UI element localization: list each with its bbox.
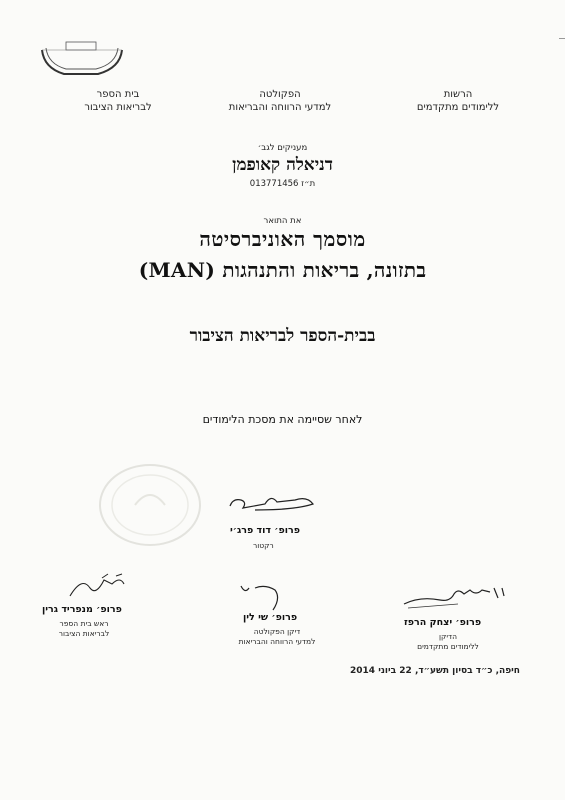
authority-dean-role-line2: ללימודים מתקדמים: [417, 642, 479, 651]
school-line: בבית-הספר לבריאות הציבור: [189, 326, 376, 346]
school-head-role-line1: ראש בית הספר: [59, 619, 109, 628]
university-seal-logo: [36, 28, 126, 78]
header-authority-line1: הרשות: [443, 89, 473, 100]
id-line: [0, 179, 565, 189]
header-faculty-line1: הפקולטה: [259, 89, 301, 100]
faculty-dean-role-line1: דיקן הפקולטה: [253, 627, 301, 636]
faculty-dean-role-line2: למדעי הרווחה והבריאות: [238, 637, 316, 646]
faculty-dean-signature: [235, 580, 295, 612]
header-faculty-line2: למדעי הרווחה והבריאות: [228, 102, 332, 113]
authority-dean-role-line1: הדיקן: [438, 632, 458, 641]
header-faculty: [205, 88, 355, 114]
school-head-signature: [62, 570, 132, 600]
completion-line: לאחר שסיימה את מסכת הלימודים: [202, 413, 363, 426]
header-authority-line2: ללימודים מתקדמים: [416, 102, 500, 113]
recipient-name: דניאלה קאופמן: [232, 155, 333, 175]
title-intro: את התואר: [263, 216, 302, 226]
corner-mark: [559, 38, 565, 45]
id-label: ת״ז: [301, 179, 316, 189]
school-head-role: [44, 619, 124, 639]
school-head-name: פרופ׳ מנפריד גרין: [42, 604, 122, 615]
faculty-dean-name: פרופ׳ שי לין: [243, 612, 298, 623]
authority-dean-role: [408, 632, 488, 652]
authority-dean-signature: [400, 582, 510, 614]
authority-dean-name: פרופ׳ יצחק הרפז: [404, 617, 482, 628]
header-authority: [378, 88, 538, 114]
date-line: חיפה, כ״ד בסיון תשע״ד, 22 ביוני 2014: [350, 666, 520, 676]
id-number: 013771456: [249, 179, 299, 189]
rector-name: פרופ׳ דוד פרג׳י: [230, 525, 300, 536]
header-school-line1: בית הספר: [96, 89, 140, 100]
granted-to-label: מעניקים לגב׳: [257, 143, 308, 153]
degree-line-2: בתזונה, בריאות והתנהגות (MAN): [138, 258, 427, 282]
header-school: [58, 88, 178, 114]
embossed-seal: [95, 460, 205, 550]
rector-signature: [225, 488, 320, 518]
school-head-role-line2: לבריאות הציבור: [58, 629, 110, 638]
faculty-dean-role: [222, 627, 332, 647]
header-school-line2: לבריאות הציבור: [84, 102, 152, 113]
degree-line-1: מוסמך האוניברסיטה: [199, 227, 366, 251]
rector-role: רקטור: [253, 541, 274, 550]
